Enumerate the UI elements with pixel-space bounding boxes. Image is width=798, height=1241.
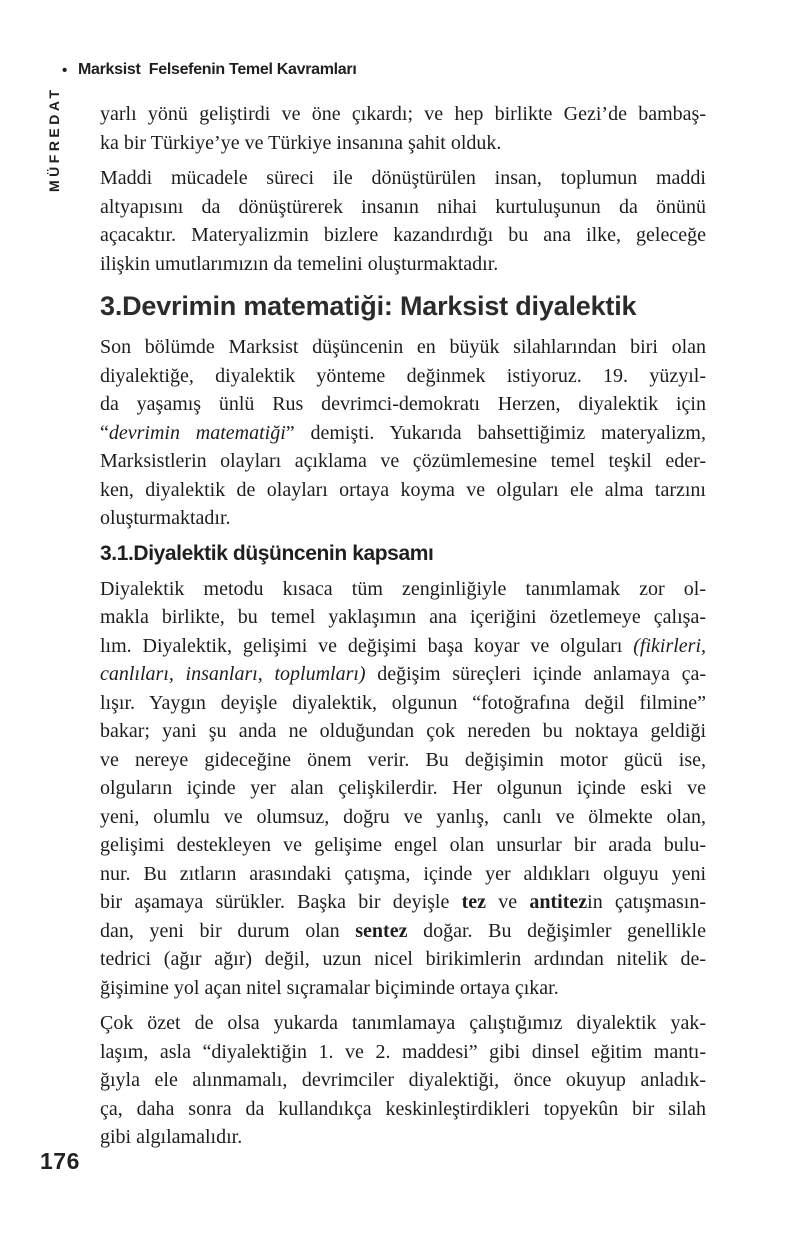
paragraph xyxy=(100,100,706,157)
plain-text: ken, diyalektik de olayları ortaya koyma ve olguları ele alma tarzını xyxy=(100,478,706,501)
text-line xyxy=(100,100,706,129)
plain-text: da yaşamış ünlü Rus devrimci-demokratı Herzen, diyalektik için xyxy=(100,393,706,415)
plain-text: makla birlikte, bu temel yaklaşımın ana içeriğini özetlemeye çalışa- xyxy=(100,606,706,628)
content xyxy=(100,100,706,1159)
italic-text: devrimin matematiği xyxy=(108,421,286,444)
text-line xyxy=(100,774,706,803)
plain-text: lışır. Yaygın deyişle diyalektik, olgunun “fotoğrafına değil filmine” xyxy=(100,691,706,714)
text-line xyxy=(100,746,706,775)
text-line xyxy=(100,660,706,689)
text-line xyxy=(100,193,706,222)
plain-text: Diyalektik metodu kısaca tüm zenginliğiyle tanımlamak zor ol- xyxy=(100,577,706,600)
plain-text: Marksistlerin olayları açıklama ve çözümlemesine temel teşkil eder- xyxy=(100,450,706,472)
plain-text: bir aşamaya sürükler. Başka bir deyişle xyxy=(100,891,462,913)
plain-text: oluşturmaktadır. xyxy=(100,507,231,529)
bold-text: sentez xyxy=(355,919,408,942)
plain-text: diyalektiğe, diyalektik yönteme değinmek istiyoruz. 19. yüzyıl- xyxy=(100,364,706,387)
plain-text: “ xyxy=(100,421,109,444)
plain-text: Çok özet de olsa yukarda tanımlamaya çalıştığımız diyalektik yak- xyxy=(100,1012,706,1034)
italic-text: canlıları, insanları, toplumları) xyxy=(100,663,366,685)
paragraph xyxy=(100,333,706,533)
paragraph xyxy=(100,1009,706,1152)
bold-text: antitez xyxy=(529,891,588,913)
running-header-title: Marksist Felsefenin Temel Kavramları xyxy=(77,61,357,78)
text-line xyxy=(100,333,706,362)
text-line xyxy=(100,888,706,917)
plain-text: ” demişti. Yukarıda bahsettiğimiz materyalizm, xyxy=(285,421,706,444)
plain-text: gelişimi destekleyen ve gelişime engel olan unsurlar bir arada bulu- xyxy=(100,834,706,856)
text-line xyxy=(100,860,706,889)
plain-text: ka bir Türkiye’ye ve Türkiye insanına şahit olduk. xyxy=(100,131,502,154)
text-line xyxy=(100,803,706,832)
plain-text: bakar; yani şu anda ne olduğundan çok nereden bu noktaya geldiği xyxy=(100,720,706,742)
paragraph xyxy=(100,575,706,1003)
plain-text: lım. Diyalektik, gelişimi ve değişimi başa koyar ve olguları xyxy=(100,634,634,657)
text-line xyxy=(100,945,706,974)
text-line xyxy=(100,419,706,448)
plain-text: gibi algılamalıdır. xyxy=(100,1126,243,1148)
text-line xyxy=(100,221,706,250)
plain-text: olguların içinde yer alan çelişkilerdir. Her olgunun içinde eski ve xyxy=(100,777,706,799)
text-line xyxy=(100,504,706,533)
plain-text: Maddi mücadele süreci ile dönüştürülen insan, toplumun maddi xyxy=(100,167,706,189)
plain-text: ilişkin umutlarımızın da temelini oluşturmaktadır. xyxy=(100,252,499,275)
text-line xyxy=(100,1038,706,1067)
text-line xyxy=(100,603,706,632)
subsection-heading: 3.1.Diyalektik düşüncenin kapsamı xyxy=(100,541,434,565)
plain-text: değişim süreçleri içinde anlamaya ça- xyxy=(365,663,706,685)
sidebar-label-mufredat: MÜFREDAT xyxy=(46,86,62,192)
plain-text: açacaktır. Materyalizmin bizlere kazandırdığı bu ana ilke, geleceğe xyxy=(100,224,706,246)
paragraph xyxy=(100,164,706,278)
text-line xyxy=(100,362,706,391)
plain-text: nur. Bu zıtların arasındaki çatışma, içinde yer aldıkları olguyu yeni xyxy=(100,862,706,885)
text-line xyxy=(100,476,706,505)
text-line xyxy=(100,1123,706,1152)
plain-text: doğar. Bu değişimler genellikle xyxy=(407,919,706,942)
plain-text: Son bölümde Marksist düşüncenin en büyük silahlarından biri olan xyxy=(100,336,706,358)
text-line xyxy=(100,1095,706,1124)
text-line xyxy=(100,250,706,279)
text-line xyxy=(100,164,706,193)
plain-text: yeni, olumlu ve olumsuz, doğru ve yanlış, canlı ve ölmekte olan, xyxy=(100,805,706,828)
section-heading: 3.Devrimin matematiği: Marksist diyalektik xyxy=(100,291,637,321)
plain-text: ğıyla ele alınmamalı, devrimciler diyalektiği, önce okuyup anladık- xyxy=(100,1069,706,1091)
text-line xyxy=(100,974,706,1003)
plain-text: ğişimine yol açan nitel sıçramalar biçiminde ortaya çıkar. xyxy=(100,976,559,999)
plain-text: ve xyxy=(486,891,530,913)
plain-text: yarlı yönü geliştirdi ve öne çıkardı; ve hep birlikte Gezi’de bambaş- xyxy=(100,103,706,125)
text-line xyxy=(100,390,706,419)
plain-text: in çatışmasın- xyxy=(587,891,707,913)
text-line xyxy=(100,917,706,946)
plain-text: ve nereye gideceğine önem verir. Bu değişimin motor gücü ise, xyxy=(100,748,706,771)
text-line xyxy=(100,689,706,718)
text-line xyxy=(100,632,706,661)
text-line xyxy=(100,575,706,604)
plain-text: altyapısını da dönüştürerek insanın nihai kurtuluşunun da önünü xyxy=(100,195,706,218)
italic-text: (fikirleri, xyxy=(633,634,706,657)
bullet-icon: • xyxy=(62,61,67,79)
plain-text: dan, yeni bir durum olan xyxy=(100,919,356,942)
text-line xyxy=(100,129,706,158)
page-number: 176 xyxy=(40,1148,80,1174)
plain-text: ça, daha sonra da kullandıkça keskinleştirdikleri topyekûn bir silah xyxy=(100,1097,706,1120)
bold-text: tez xyxy=(461,891,487,913)
plain-text: laşım, asla “diyalektiğin 1. ve 2. maddesi” gibi dinsel eğitim mantı- xyxy=(100,1040,706,1063)
text-line xyxy=(100,447,706,476)
text-line xyxy=(100,1066,706,1095)
text-line xyxy=(100,1009,706,1038)
text-line xyxy=(100,717,706,746)
plain-text: tedrici (ağır ağır) değil, uzun nicel birikimlerin ardından nitelik de- xyxy=(100,948,706,970)
running-header xyxy=(62,61,356,79)
text-line xyxy=(100,831,706,860)
